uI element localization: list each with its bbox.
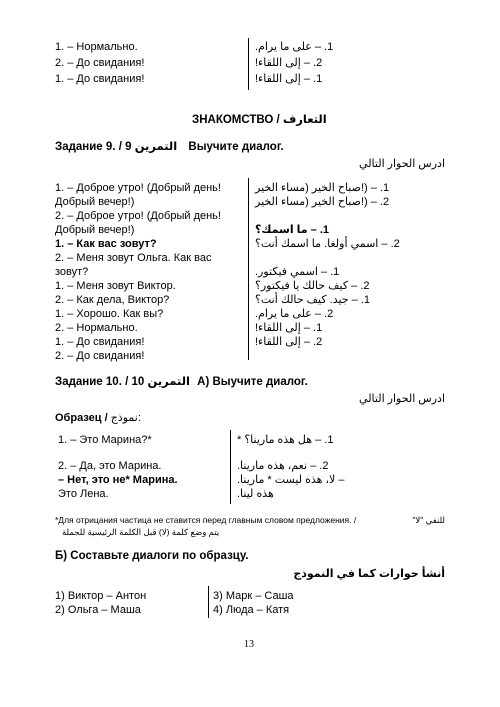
sample-right-4: هذه لينا. — [237, 488, 274, 500]
sample-left-4: Это Лена. — [58, 488, 109, 500]
task9-right-6: 2. – كيف حالك يا فيكتور؟ — [255, 280, 370, 292]
task9-left-10: 1. – Хорошо. Как вы? — [55, 308, 164, 320]
task9-heading-ru: Задание 9. / 9 — [55, 141, 132, 153]
task10-heading — [55, 376, 308, 389]
task10-instruction: ادرس الحوار التالي — [359, 393, 445, 405]
task9-right-2: 2. – (!صباح الخير (مساء الخير — [255, 196, 390, 208]
task9-right-3: 1. – ما اسمك؟ — [255, 224, 329, 236]
task10-heading-ar: التمرين — [147, 376, 190, 388]
top-left-line-3: 1. – До свидания! — [55, 73, 145, 85]
pairs-table-divider — [208, 586, 209, 618]
task9-left-8: 1. – Меня зовут Виктор. — [55, 280, 176, 292]
sample-label — [55, 412, 141, 425]
task9-right-4: 2. – اسمي أولغا. ما اسمك أنت؟ — [255, 238, 400, 250]
pair-3: 3) Марк – Саша — [213, 590, 294, 602]
sample-label-ar: نموذج: — [110, 412, 141, 424]
task9-left-13: 2. – До свидания! — [55, 350, 145, 362]
sample-label-ru: Образец / — [55, 412, 108, 424]
top-left-line-2: 2. – До свидания! — [55, 57, 145, 69]
task9-left-7: зовут? — [55, 266, 89, 278]
task9-left-6: 2. – Меня зовут Ольга. Как вас — [55, 252, 212, 264]
pair-2: 2) Ольга – Маша — [55, 604, 141, 616]
footnote-ar-1: للنفي "لا" — [412, 515, 445, 525]
task9-heading-tail: Выучите диалог. — [188, 141, 284, 153]
page-number: 13 — [244, 639, 254, 650]
task9-right-7: 1. – جيد. كيف حالك أنت؟ — [255, 294, 371, 306]
task9-right-8: 2. – على ما يرام. — [255, 308, 334, 320]
task9-right-10: 2. – إلى اللقاء! — [255, 336, 323, 348]
part-b-instruction: أنشأ حوارات كما في النموذج — [293, 568, 445, 580]
task9-instruction: ادرس الحوار التالي — [359, 158, 445, 170]
task9-left-12: 1. – До свидания! — [55, 336, 145, 348]
task9-heading — [55, 141, 284, 154]
task10-heading-tail: А) Выучите диалог. — [197, 376, 308, 388]
pair-1: 1) Виктор – Антон — [55, 590, 147, 602]
task10-heading-ru: Задание 10. / 10 — [55, 376, 145, 388]
sample-left-1: 1. – Это Марина?* — [58, 434, 152, 446]
sample-left-2: 2. – Да, это Марина. — [58, 460, 162, 472]
task9-left-4: Добрый вечер!) — [55, 224, 135, 236]
task9-left-1: 1. – Доброе утро! (Добрый день! — [55, 182, 221, 194]
task9-left-2: Добрый вечер!) — [55, 196, 135, 208]
part-b-heading: Б) Составьте диалоги по образцу. — [55, 550, 249, 562]
sample-table-divider — [230, 430, 231, 504]
sample-left-3: – Нет, это не* Марина. — [58, 474, 178, 486]
top-right-line-3: 1. – إلى اللقاء! — [255, 73, 323, 85]
sample-right-1: 1. – هل هذه مارينا؟ * — [237, 434, 334, 446]
top-left-line-1: 1. – Нормально. — [55, 41, 138, 53]
footnote-ru: *Для отрицания частица не ставится перед главным словом предложения. / — [55, 515, 357, 525]
task9-left-3: 2. – Доброе утро! (Добрый день! — [55, 210, 221, 222]
task9-heading-ar: التمرين — [134, 141, 178, 153]
top-table-divider — [248, 38, 249, 90]
section-title: ЗНАКОМСТВО / التعارف — [192, 114, 327, 126]
task9-right-9: 1. – إلى اللقاء! — [255, 322, 323, 334]
task9-left-5: 1. – Как вас зовут? — [55, 238, 157, 250]
task9-right-1: 1. – (!صباح الخير (مساء الخير — [255, 182, 390, 194]
task9-left-11: 2. – Нормально. — [55, 322, 138, 334]
top-right-line-2: 2. – إلى اللقاء! — [255, 57, 323, 69]
task9-left-9: 2. – Как дела, Виктор? — [55, 294, 170, 306]
sample-right-2: 2. – نعم، هذه مارينا. — [237, 460, 329, 472]
task9-table-divider — [248, 178, 249, 360]
top-right-line-1: 1. – على ما يرام. — [255, 41, 334, 53]
footnote-ar-2: يتم وضع كلمة (لا) قبل الكلمة الرئيسية للجملة — [62, 527, 220, 537]
pair-4: 4) Люда – Катя — [213, 604, 290, 616]
sample-right-3: – لا، هذه ليست * مارينا. — [237, 474, 345, 486]
task9-right-5: 1. – اسمي فيكتور. — [255, 266, 340, 278]
